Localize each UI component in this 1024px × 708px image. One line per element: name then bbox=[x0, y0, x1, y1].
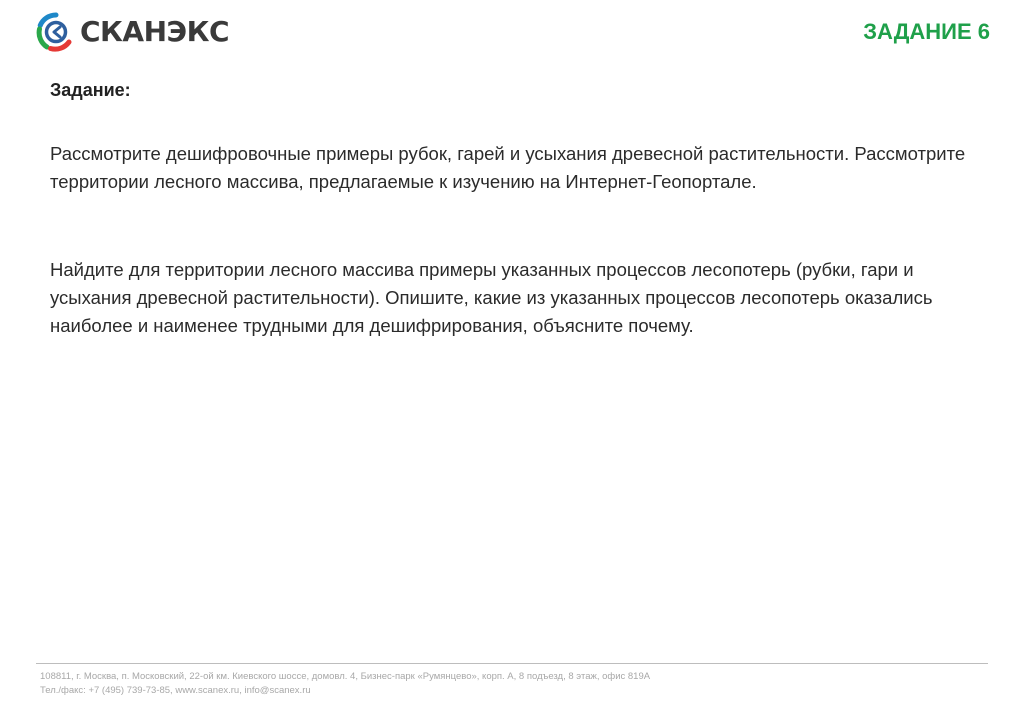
logo-wordmark: СКАНЭКС bbox=[80, 15, 230, 48]
task-paragraph-2: Найдите для территории лесного массива примеры указанных процессов лесопотерь (рубки, гари и усыхания древесной растительности). Опишите, какие из указанных процессов лесопотерь оказались наиболее и наименее трудными для дешифрирования, объясните почему. bbox=[50, 259, 933, 336]
slide-title: ЗАДАНИЕ 6 bbox=[863, 19, 990, 44]
footer bbox=[40, 670, 650, 698]
company-logo bbox=[36, 12, 229, 52]
task-heading: Задание: bbox=[50, 80, 131, 100]
footer-address: 108811, г. Москва, п. Московский, 22-ой км. Киевского шоссе, домовл. 4, Бизнес-парк «Румянцево», корп. А, 8 подъезд, 8 этаж, офис 819А bbox=[40, 671, 651, 682]
task-paragraph-1: Рассмотрите дешифровочные примеры рубок, гарей и усыхания древесной растительности. Рассмотрите территории лесного массива, предлагаемые к изучению на Интернет-Геопортале. bbox=[50, 143, 966, 192]
scanex-logo-icon bbox=[36, 12, 76, 52]
footer-divider bbox=[36, 663, 988, 664]
footer-contacts: Тел./факс: +7 (495) 739-73-85, www.scanex.ru, info@scanex.ru bbox=[40, 685, 311, 696]
